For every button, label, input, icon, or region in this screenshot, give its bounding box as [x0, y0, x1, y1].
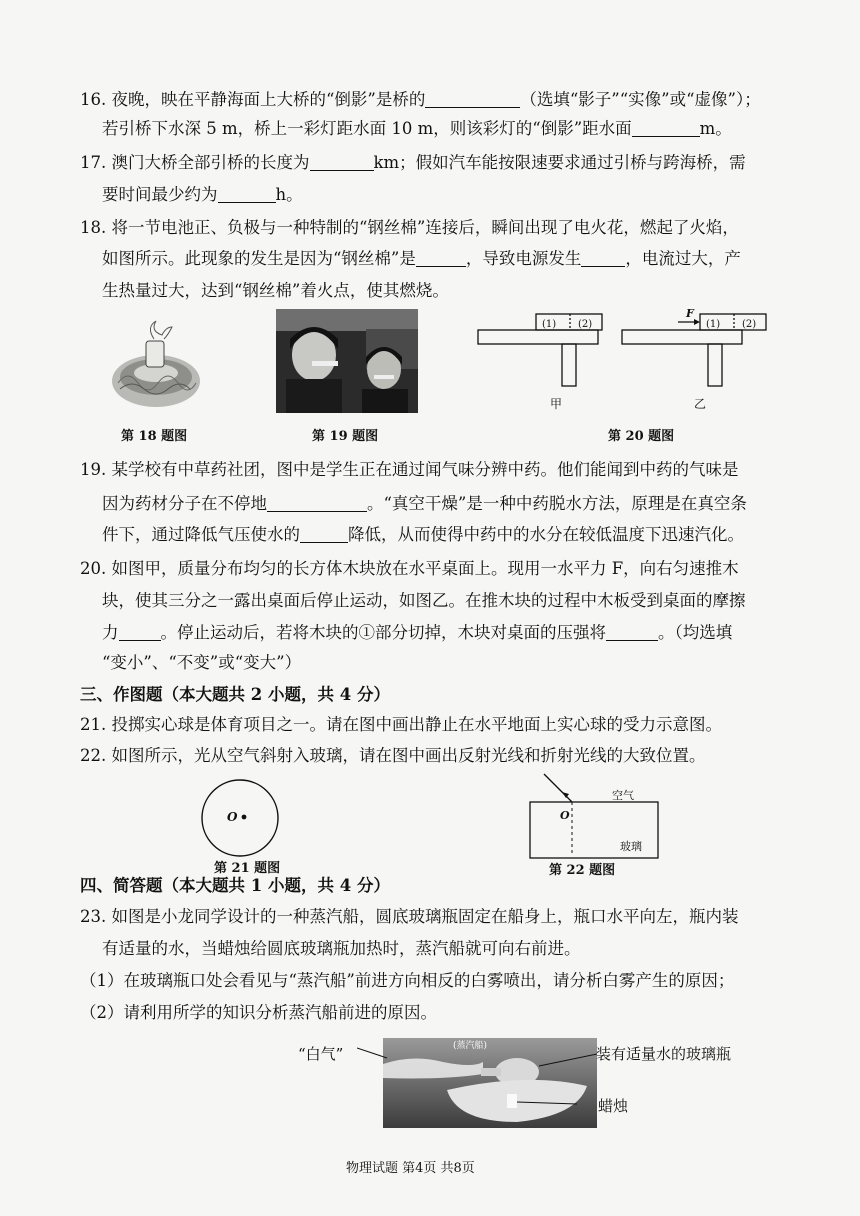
- fig-jia-label: 甲: [550, 397, 563, 411]
- force-label: F: [686, 307, 694, 320]
- q20-line2: 块，使其三分之一露出桌面后停止运动，如图乙。在推木块的过程中木板受到桌面的摩擦: [102, 591, 746, 610]
- answer-blank[interactable]: [300, 524, 348, 543]
- students-smelling-photo: [276, 309, 418, 413]
- glass-label: 玻璃: [620, 840, 642, 853]
- q23-line2: 有适量的水，当蜡烛给圆底玻璃瓶加热时，蒸汽船就可向右前进。: [102, 939, 581, 958]
- q23-sub2: （2）请利用所学的知识分析蒸汽船前进的原因。: [80, 1003, 437, 1022]
- answer-blank[interactable]: [267, 493, 367, 512]
- q23-sub1: （1）在玻璃瓶口处会看见与“蒸汽船”前进方向相反的白雾喷出，请分析白雾产生的原因；: [80, 971, 735, 990]
- answer-blank[interactable]: [581, 248, 625, 267]
- q19-line1: 19. 某学校有中草药社团，图中是学生正在通过闻气味分辨中药。他们能闻到中药的气味是: [80, 460, 739, 479]
- q19-line2: 因为药材分子在不停地 。“真空干燥”是一种中药脱水方法，原理是在真空条: [102, 494, 747, 513]
- q20-line4: “变小”、“不变”或“变大”）: [102, 653, 302, 672]
- candle-label: 蜡烛: [598, 1097, 629, 1115]
- answer-blank[interactable]: [632, 118, 700, 137]
- q22-text: 22. 如图所示，光从空气斜射入玻璃，请在图中画出反射光线和折射光线的大致位置。: [80, 746, 706, 765]
- air-label: 空气: [612, 789, 634, 802]
- block-part-1-label: (1): [542, 319, 557, 330]
- q18-line2: 如图所示。此现象的发生是因为“钢丝棉”是 ，导致电源发生 ，电流过大，产: [102, 249, 741, 268]
- block-part-2-label: (2): [742, 319, 757, 330]
- q18-line3: 生热量过大，达到“钢丝棉”着火点，使其燃烧。: [102, 281, 449, 300]
- fig-yi-label: 乙: [694, 397, 707, 411]
- steam-boat-photo: [357, 1038, 597, 1130]
- section4-title: 四、简答题（本大题共 1 小题，共 4 分）: [80, 876, 390, 895]
- block-part-2-label: (2): [578, 319, 593, 330]
- page-footer: 物理试题 第4页 共8页: [346, 1161, 475, 1176]
- q16-line2: 若引桥下水深 5 m，桥上一彩灯距水面 10 m，则该彩灯的“倒影”距水面 m。: [102, 119, 732, 138]
- fig22-caption: 第 22 题图: [549, 863, 616, 878]
- incidence-point-o-label: O: [560, 809, 570, 822]
- answer-blank[interactable]: [218, 184, 276, 203]
- steel-wool-photo: [108, 313, 204, 409]
- fig19-caption: 第 19 题图: [312, 429, 379, 444]
- center-o-label: O: [227, 810, 238, 824]
- q20-line3: 力 。停止运动后，若将木块的①部分切掉，木块对桌面的压强将 。（均选填: [102, 623, 733, 642]
- block-part-1-label: (1): [706, 319, 721, 330]
- q19-line3: 件下，通过降低气压使水的 降低，从而使得中药中的水分在较低温度下迅速汽化。: [102, 525, 744, 544]
- answer-blank[interactable]: [119, 622, 161, 641]
- q21-text: 21. 投掷实心球是体育项目之一。请在图中画出静止在水平地面上实心球的受力示意图。: [80, 715, 722, 734]
- q18-line1: 18. 将一节电池正、负极与一种特制的“钢丝棉”连接后，瞬间出现了电火花，燃起了火焰，: [80, 218, 739, 237]
- steam-label: “白气”: [298, 1045, 344, 1063]
- block-table-diagram: [470, 306, 770, 416]
- q20-line1: 20. 如图甲，质量分布均匀的长方体木块放在水平桌面上。现用一水平力 F，向右匀速推木: [80, 559, 739, 578]
- answer-blank[interactable]: [425, 89, 520, 108]
- section3-title: 三、作图题（本大题共 2 小题，共 4 分）: [80, 685, 390, 704]
- fig18-caption: 第 18 题图: [121, 429, 188, 444]
- q17-line1: 17. 澳门大桥全部引桥的长度为 km；假如汽车能按限速要求通过引桥与跨海桥，需: [80, 153, 746, 172]
- q16-line1: 16. 夜晚，映在平静海面上大桥的“倒影”是桥的 （选填“影子”“实像”或“虚像”）；: [80, 90, 761, 109]
- solid-ball-diagram: [200, 777, 280, 859]
- fig21-caption: 第 21 题图: [214, 861, 281, 876]
- answer-blank[interactable]: [416, 248, 466, 267]
- q17-line2: 要时间最少约为 h。: [102, 185, 303, 204]
- light-refraction-diagram: [528, 772, 662, 862]
- fig20-caption: 第 20 题图: [608, 429, 675, 444]
- q23-line1: 23. 如图是小龙同学设计的一种蒸汽船，圆底玻璃瓶固定在船身上，瓶口水平向左，瓶内装: [80, 907, 739, 926]
- answer-blank[interactable]: [310, 152, 374, 171]
- photo-title-label: (蒸汽船): [453, 1041, 488, 1051]
- bottle-label: 装有适量水的玻璃瓶: [596, 1045, 732, 1063]
- answer-blank[interactable]: [606, 622, 658, 641]
